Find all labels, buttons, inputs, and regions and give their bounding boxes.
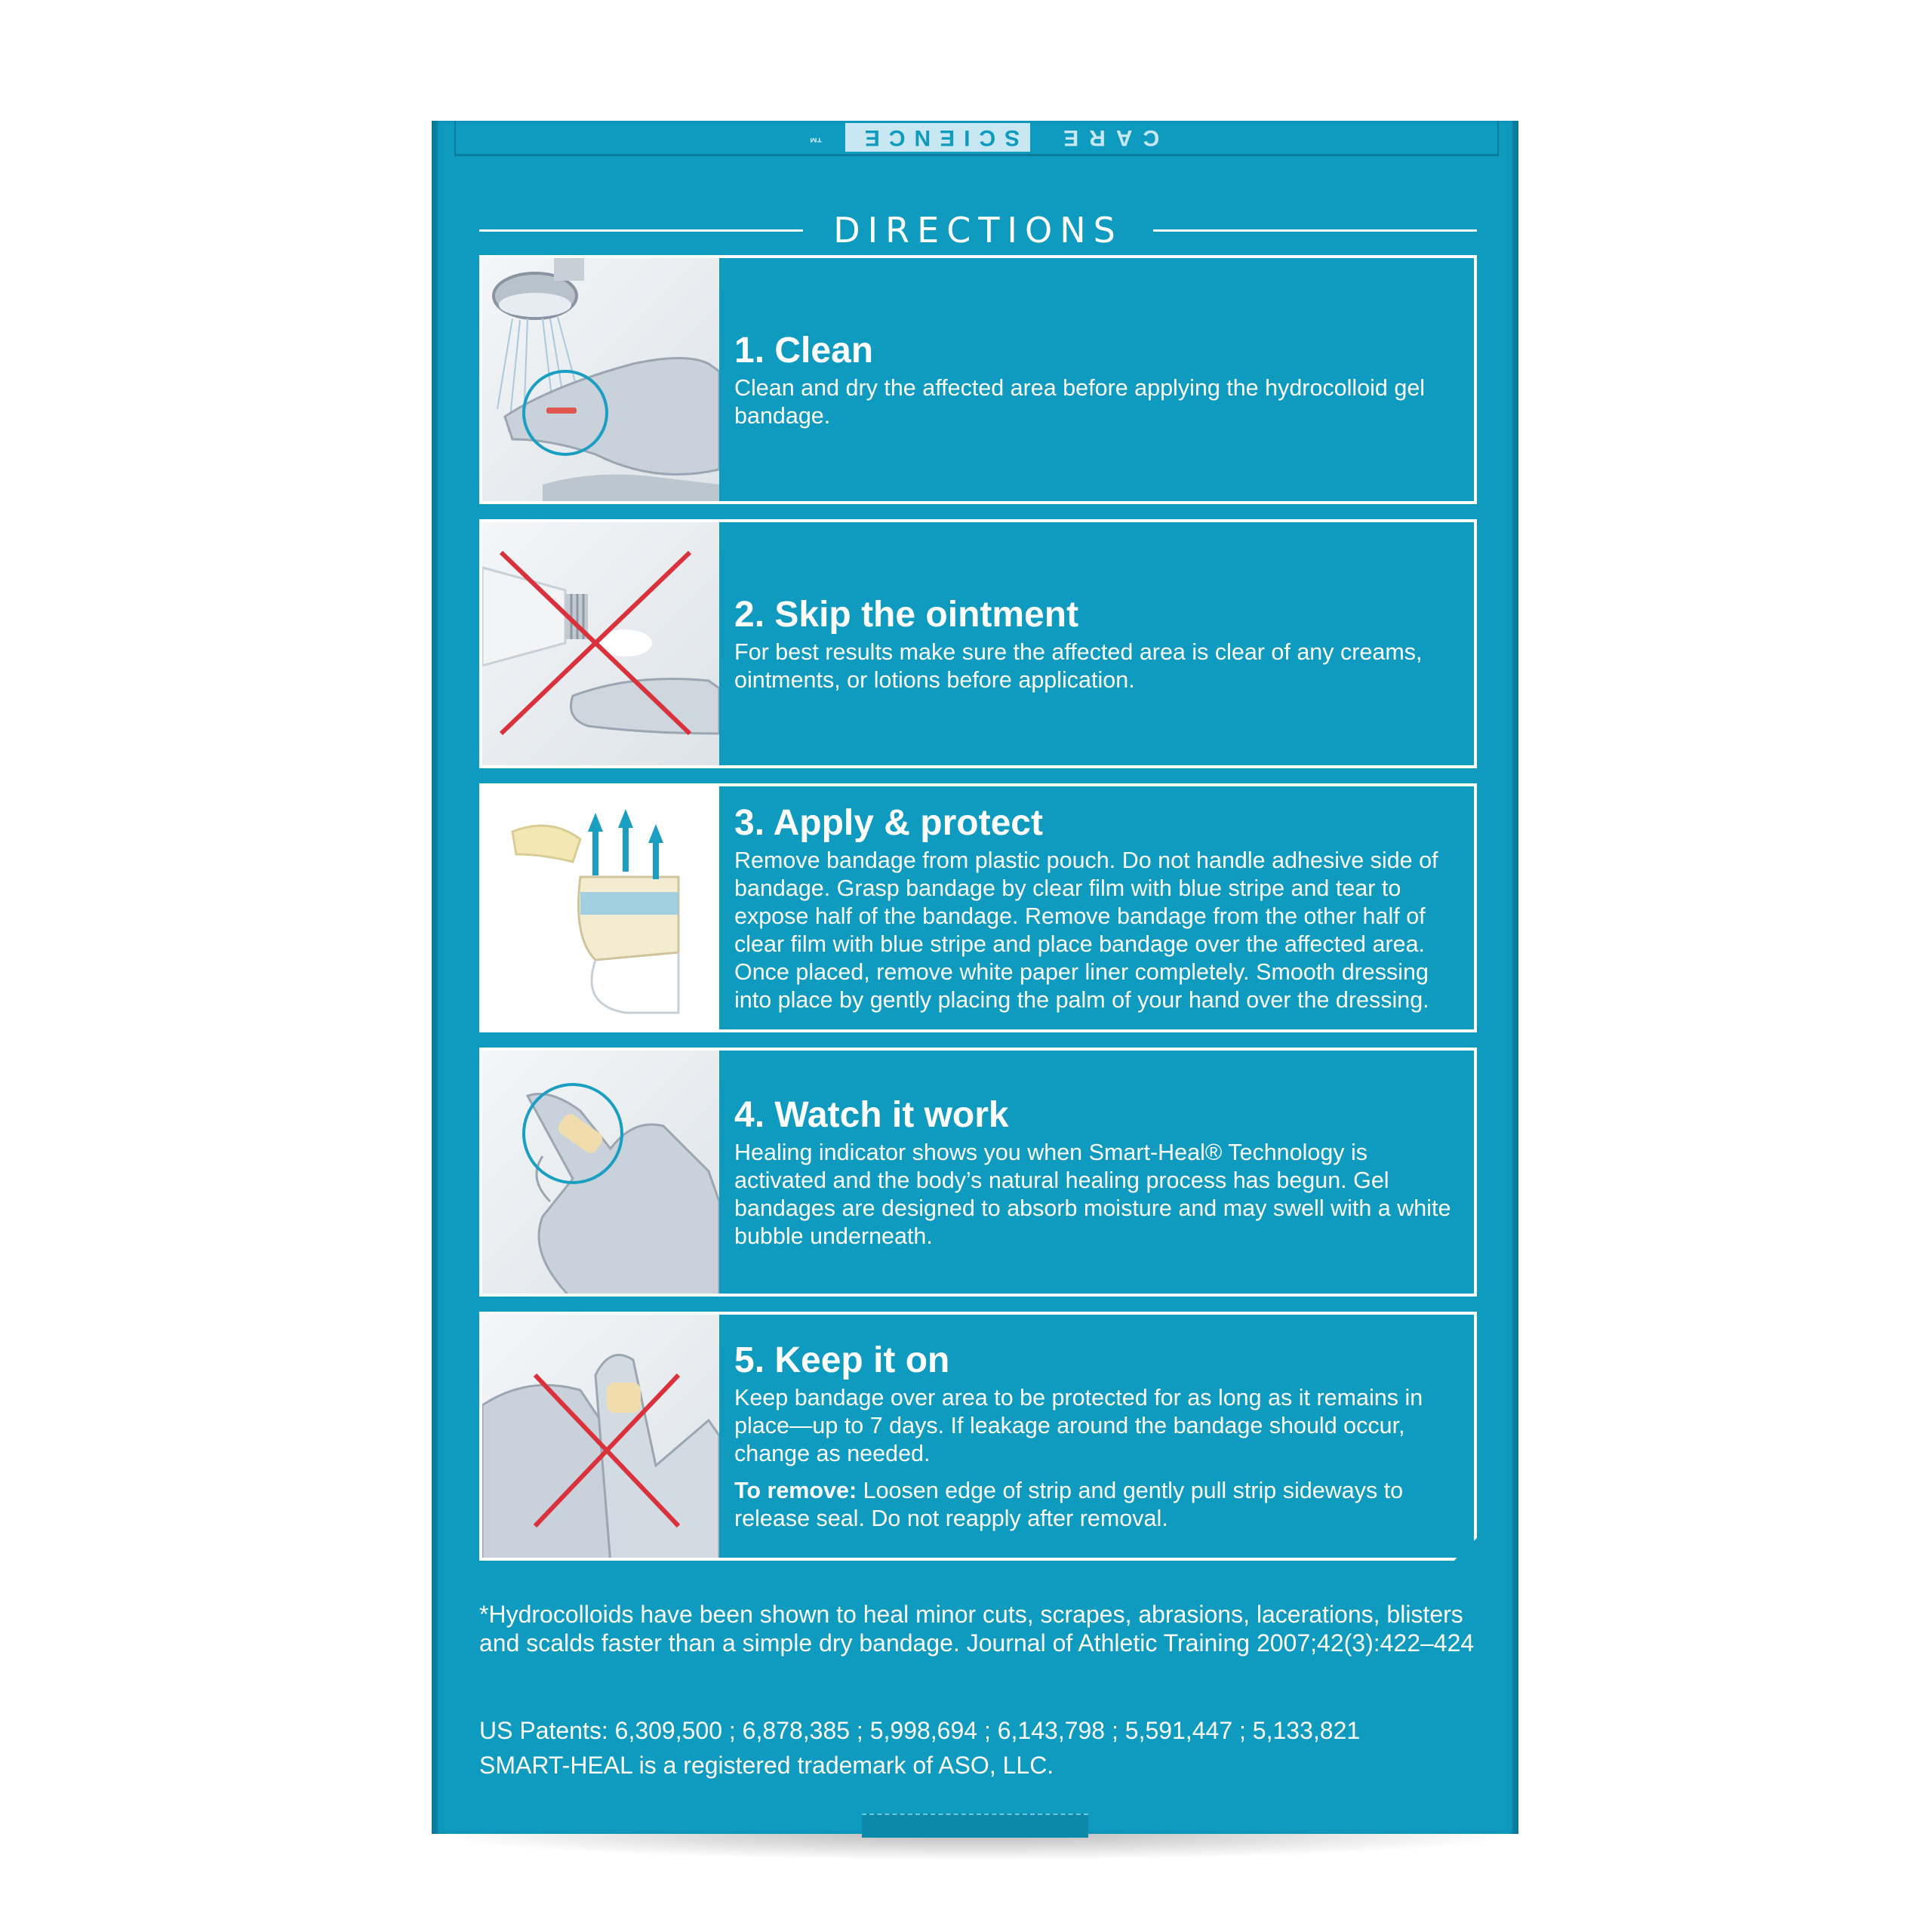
remove-instructions: [734, 1477, 1457, 1533]
step-title: 2. Skip the ointment: [734, 594, 1079, 635]
step-title: 4. Watch it work: [734, 1094, 1009, 1135]
step-apply-protect: [479, 783, 1477, 1032]
step-clean: [479, 255, 1477, 504]
step-body: Healing indicator shows you when Smart-Heal® Technology is activated and the body’s natural healing process has begun. Gel bandages are designed to absorb moisture and may swell with a white bubble underneath.: [734, 1139, 1451, 1249]
step-clean-text: [719, 258, 1474, 501]
step-keep-it-on: [479, 1312, 1477, 1561]
step-body: Clean and dry the affected area before applying the hydrocolloid gel bandage.: [734, 374, 1426, 429]
step-body: For best results make sure the affected area is clear of any creams, ointments, or lotions before application.: [734, 638, 1423, 693]
step-watch-it-work: [479, 1048, 1477, 1297]
step-skip-ointment-text: [719, 522, 1474, 765]
legal-block: [479, 1713, 1483, 1783]
bandaged-finger-icon: [482, 1051, 719, 1294]
step-skip-ointment: [479, 519, 1477, 768]
no-ointment-icon: [482, 522, 719, 765]
header-rule-left: [479, 229, 803, 232]
corner-cut: [1454, 1538, 1477, 1561]
product-box-back: [432, 121, 1518, 1834]
brand-logo-flipped: [645, 122, 1324, 152]
step-title: 5. Keep it on: [734, 1340, 950, 1380]
step-apply-protect-text: [719, 786, 1474, 1029]
footnote: *Hydrocolloids have been shown to heal minor cuts, scrapes, abrasions, lacerations, blisters and scalds faster than a simple dry bandage. Journal of Athletic Training 2007;42(3):422–424: [479, 1601, 1475, 1657]
directions-header: [479, 200, 1477, 260]
step-watch-it-work-text: [719, 1051, 1474, 1294]
remove-label: To remove:: [734, 1478, 857, 1503]
step-keep-it-on-text: [719, 1315, 1474, 1558]
top-flap: [454, 121, 1499, 156]
step-body: Remove bandage from plastic pouch. Do not handle adhesive side of bandage. Grasp bandage by clear film with blue stripe and tear to expose half of the bandage. Remove bandage from the other half of clear film with blue stripe and place bandage over the affected area. Once placed, remove white paper liner completely. Smooth dressing into place by gently placing the palm of your hand over the dressing.: [734, 847, 1438, 1013]
apply-bandage-icon: [482, 786, 719, 1029]
brand-word-care: CARE: [1053, 125, 1160, 150]
bottom-tab: [862, 1814, 1088, 1838]
step-title: 3. Apply & protect: [734, 802, 1043, 843]
no-peel-icon: [482, 1315, 719, 1558]
step-title: 1. Clean: [734, 330, 874, 371]
box-left-edge: [432, 121, 438, 1834]
header-rule-right: [1153, 229, 1477, 232]
brand-trademark: ™: [808, 130, 823, 146]
box-right-edge: [1512, 121, 1518, 1834]
brand-word-science: SCIENCE: [845, 123, 1030, 152]
directions-title: DIRECTIONS: [833, 210, 1123, 251]
step-body: Keep bandage over area to be protected for as long as it remains in place—up to 7 days. If leakage around the bandage should occur, change as needed.: [734, 1385, 1423, 1466]
patents: US Patents: 6,309,500 ; 6,878,385 ; 5,998,694 ; 6,143,798 ; 5,591,447 ; 5,133,821: [479, 1717, 1361, 1744]
shower-hand-icon: [482, 258, 719, 501]
trademark: SMART-HEAL is a registered trademark of ASO, LLC.: [479, 1752, 1054, 1779]
remove-body: Loosen edge of strip and gently pull strip sideways to release seal. Do not reapply after removal.: [734, 1478, 1404, 1531]
